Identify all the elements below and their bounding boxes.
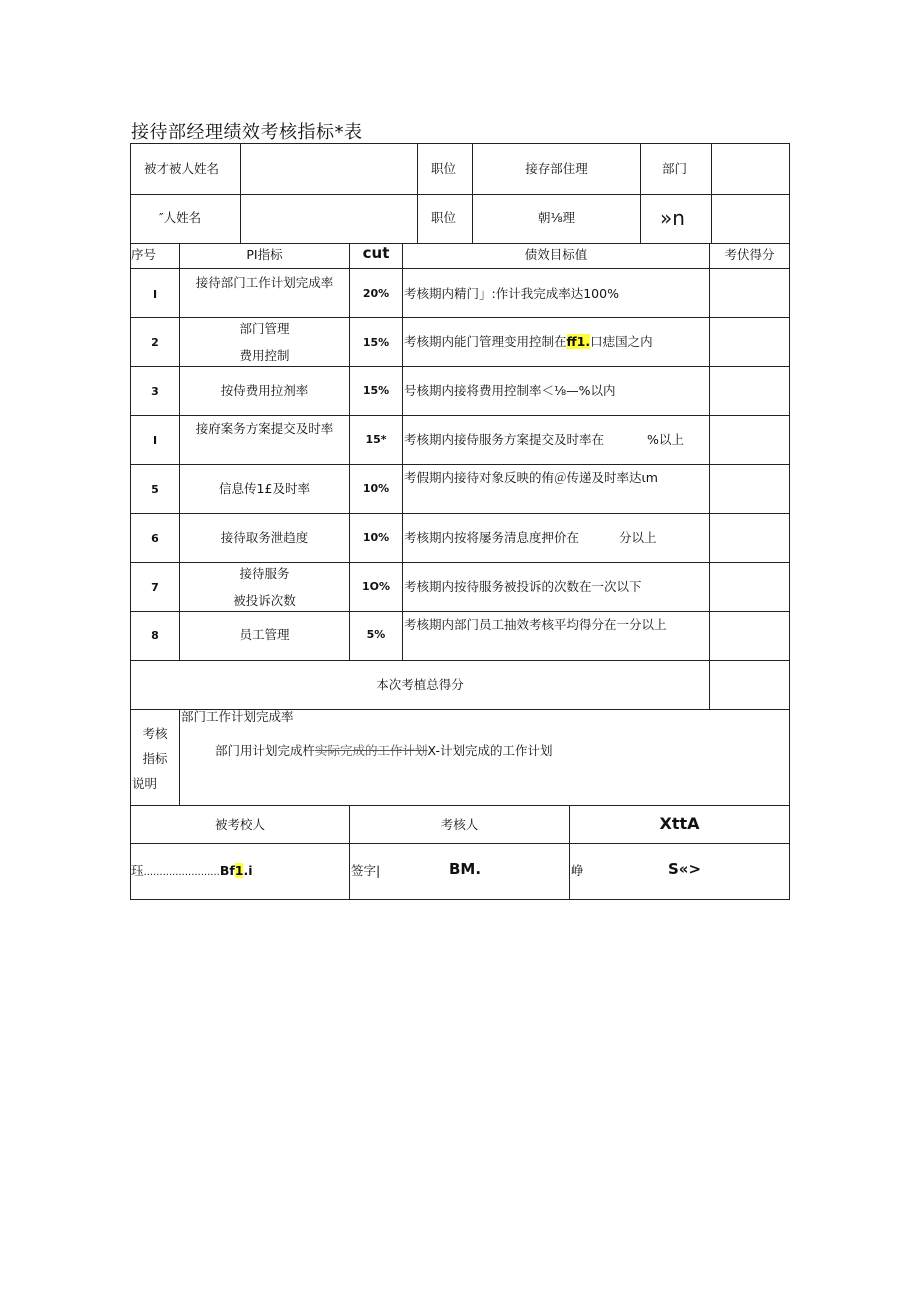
col-weight: cut [362,244,390,262]
table-row-score-field[interactable] [711,269,789,317]
table-row-weight: 10% [362,482,390,495]
table-row-target: 考核期内按将屡务清息度押价在 [404,530,580,545]
highlighted-value: ff1. [566,334,591,349]
table-row-weight: 1O% [361,580,391,593]
approver-signature-label: 峥 [571,863,584,878]
table-row-kpi: 接待部门工作计划完成率 [195,275,334,290]
table-row-seq: 7 [151,581,159,594]
total-score-field[interactable] [711,661,789,709]
table-row-weight: 15% [362,336,390,349]
col-seq: 序号 [131,247,157,262]
col-score: 考伏得分 [724,247,775,262]
signature-label: 珏 [131,863,144,878]
table-row-score-field[interactable] [711,612,789,660]
position-label: 职位 [431,161,457,176]
table-row-seq: 3 [151,385,159,398]
table-row-weight: 5% [366,628,386,641]
table-row-target-suffix: 分以上 [619,530,657,545]
table-row-kpi: 接待取务泄趋度 [220,530,309,545]
formula-text: X-计划完成的工作计划 [427,743,553,758]
examiner-name-label: ″人姓名 [159,210,202,225]
table-row-score-field[interactable] [711,416,789,464]
formula-text: 部门用计划完成杵 [215,743,316,758]
highlighted-value: 1 [234,863,244,878]
examiner-position-label: 职位 [431,210,457,225]
target-text: 考核期内能门管理变用控制在 [404,334,567,349]
signature-text: Bf [219,863,235,878]
table-row-seq: I [152,288,158,301]
total-score-label: 本次考植总得分 [376,677,464,692]
table-row-target: 考假期内接待对象反映的侑＠传递及时率达ιm [404,470,658,485]
table-row-score-field[interactable] [711,465,789,513]
table-row-seq: 8 [151,629,159,642]
table-row-seq: 6 [151,532,159,545]
table-row-kpi: 信息传1£及时率 [219,481,310,496]
table-row-seq: 5 [151,483,159,496]
explain-label: 说明 [132,776,158,791]
signature-text: .i [243,863,253,878]
table-row-seq: I [152,434,158,447]
table-row-kpi: 被投诉次数 [233,593,296,608]
examiner-signature-label: 签字| [351,863,381,878]
target-text: 口痣国之内 [590,334,653,349]
table-row-weight: 15% [362,384,390,397]
table-row-target: 考核期内部门员工抽效考核平均得分在一分以上 [404,617,667,632]
approver-heading: XttA [659,814,700,833]
table-row-kpi: 部门管理 [239,321,290,336]
explain-formula [215,745,552,758]
examinee-name-label: 被才被人姓名 [144,161,220,176]
col-kpi: PI指标 [246,247,283,262]
explain-label: 指标 [142,751,168,766]
department-label: 部门 [662,161,688,176]
table-row-seq: 2 [151,336,159,349]
examiner-position-value: 朝⅛理 [537,210,576,225]
table-row-weight: 20% [362,287,390,300]
examiner-heading: 考核人 [440,817,479,832]
table-row-kpi: 按侍费用拉剂率 [220,383,309,398]
table-row-target-suffix: %以上 [647,432,684,447]
table-row-kpi: 员工管理 [239,627,290,642]
examinee-heading: 被考校人 [214,817,265,832]
examiner-signature-value[interactable]: BM. [449,860,482,878]
explain-label: 考核 [142,726,168,741]
table-row-score-field[interactable] [711,367,789,415]
table-row-kpi: 费用控制 [239,348,290,363]
table-row-weight: 10% [362,531,390,544]
table-row-target: 号核期内接将费用控制率＜⅛—%以内 [404,383,616,398]
examiner-department-label: »n [660,206,685,230]
formula-struck-text: 实际完成的工作计划 [315,743,428,758]
table-row-target: 考核期内接侍服务方案提交及时率在 [404,432,605,447]
table-row-target: 考核期内按待服务被投诉的次数在一次以下 [404,579,642,594]
table-row-score-field[interactable] [711,563,789,611]
table-row-score-field[interactable] [711,318,789,366]
table-row-weight: 15* [365,433,387,446]
examinee-signature[interactable] [131,865,253,878]
table-row-target: 考核期内精门」:作计我完成率达100% [404,286,619,301]
table-row-score-field[interactable] [711,514,789,562]
col-target: 债效目标值 [524,247,588,262]
position-value: 接存部住理 [525,161,588,176]
signature-dots: ........................ [143,867,220,878]
document-title: 接待部经理绩效考核指标*表 [131,122,363,143]
approver-signature-value[interactable]: S«> [668,860,702,878]
explain-heading: 部门工作计划完成率 [181,709,294,724]
table-row-target [404,336,653,349]
table-row-kpi: 接待服务 [239,566,290,581]
table-row-kpi: 接府案务方案提交及时率 [195,421,334,436]
